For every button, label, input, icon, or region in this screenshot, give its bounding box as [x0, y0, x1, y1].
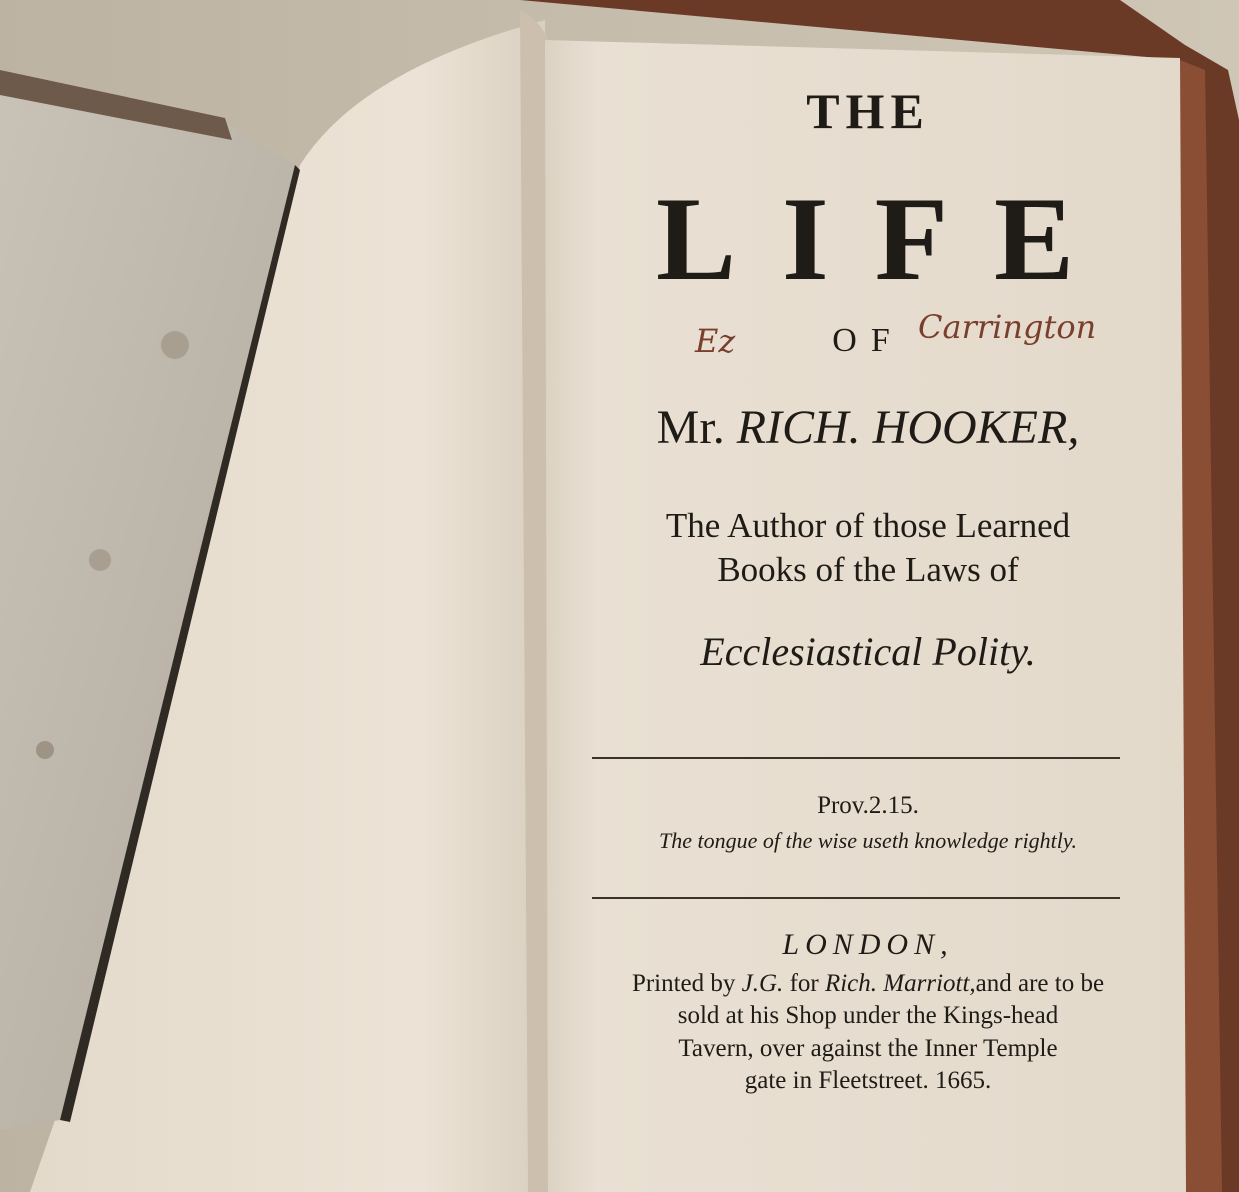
author-line-1: The Author of those Learned [665, 506, 1071, 545]
imprint-city: LONDON, [782, 928, 954, 961]
title-page [548, 40, 1188, 1192]
handwritten-initials: Ez [695, 322, 736, 360]
title-of: OF [832, 322, 904, 359]
name-prefix: Mr. [656, 401, 725, 454]
imprint-are-to-be: and are to be [975, 970, 1105, 997]
board-stain [161, 331, 189, 359]
subject-name [548, 400, 1188, 455]
proverb-text: The tongue of the wise useth knowledge rightly. [659, 828, 1077, 853]
handwritten-signature: Carrington [918, 308, 1097, 346]
divider-rule [592, 757, 1120, 759]
imprint-line-1 [548, 970, 1188, 998]
proverb-reference: Prov.2.15. [817, 792, 919, 819]
imprint-line-3: Tavern, over against the Inner Temple [678, 1035, 1058, 1062]
author-line-2: Books of the Laws of [717, 550, 1019, 589]
imprint-printed-by: Printed by [631, 970, 736, 997]
title-the: THE [806, 83, 930, 139]
imprint-printer: J.G. [741, 970, 784, 997]
imprint-line-2: sold at his Shop under the Kings-head [677, 1002, 1059, 1029]
divider-rule [592, 897, 1120, 899]
board-stain [89, 549, 111, 571]
imprint-line-4: gate in Fleetstreet. 1665. [744, 1067, 992, 1094]
imprint-for: for [789, 970, 819, 997]
board-stain [36, 741, 54, 759]
title-life: LIFE [655, 172, 1121, 305]
name-main: RICH. HOOKER, [736, 401, 1080, 454]
imprint-publisher: Rich. Marriott, [824, 970, 976, 997]
work-title: Ecclesiastical Polity. [700, 629, 1036, 674]
